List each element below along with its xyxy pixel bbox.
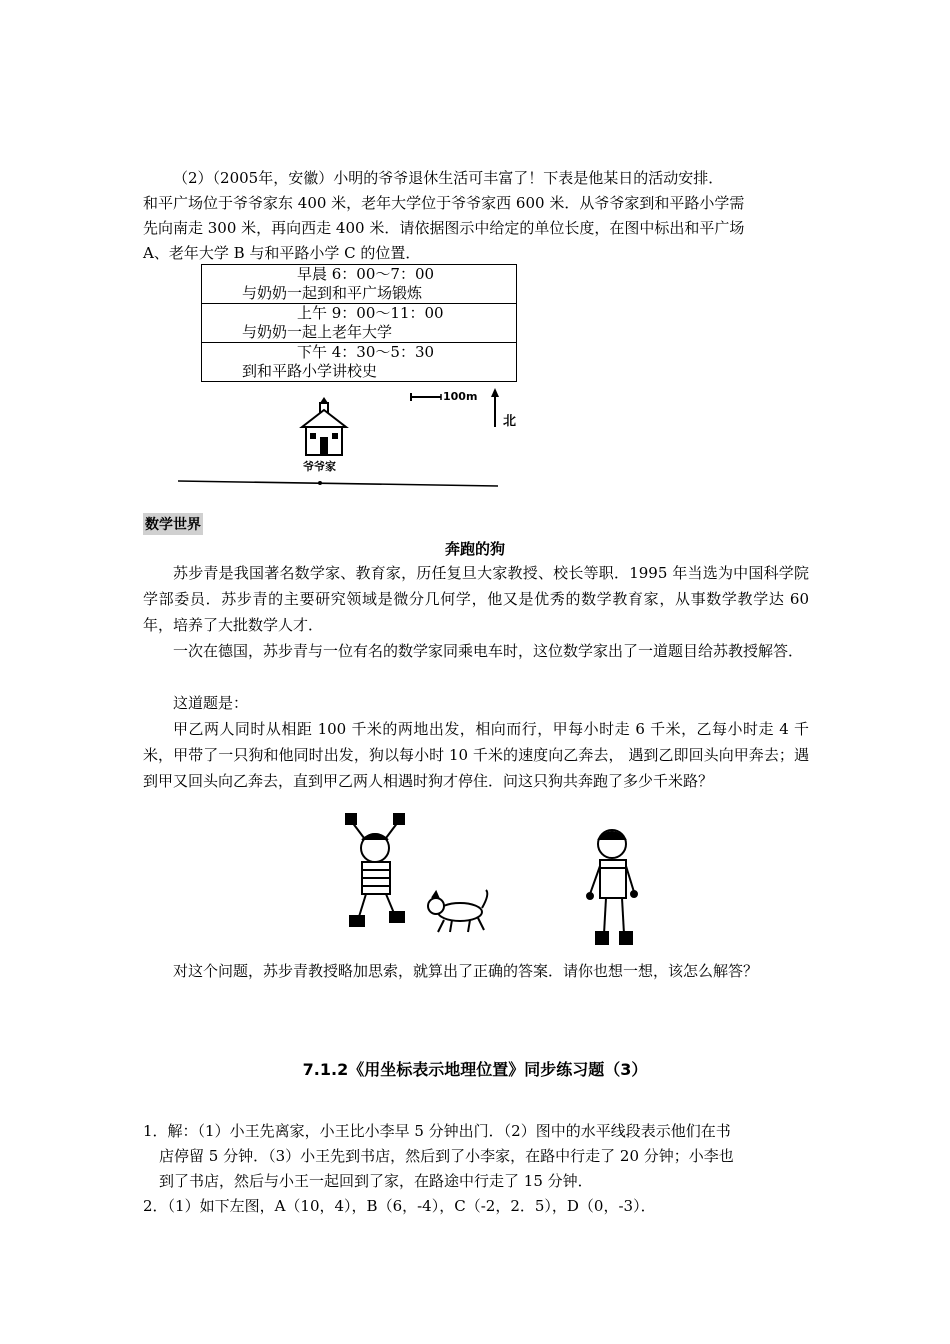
problem2-line3: 先向南走 300 米，再向西走 400 米．请依据图示中给定的单位长度，在图中标出和平广场: [143, 219, 745, 237]
story-paragraph-1: 苏步青是我国著名数学家、教育家，历任复旦大家教授、校长等职．1995 年当选为中国科学院学部委员．苏步青的主要研究领域是微分几何学，他又是优秀的数学教育家，从事数学教学达 60 年，培养了大批数学人才．: [143, 564, 809, 634]
schedule-activity: 与奶奶一起到和平广场锻炼: [242, 284, 423, 302]
dog-icon: [428, 890, 487, 932]
schedule-activity: 与奶奶一起上老年大学: [242, 323, 393, 341]
schedule-time: 上午 9：00～11：00: [297, 304, 444, 322]
answers-title-wrap: [0, 1057, 950, 1080]
story-paragraph-2: 一次在德国，苏步青与一位有名的数学家同乘电车时，这位数学家出了一道题目给苏教授解答．: [173, 642, 804, 660]
house-point: [318, 481, 322, 485]
story-title-wrap: [0, 538, 950, 559]
answers-title: 7.1.2《用坐标表示地理位置》同步练习题（3）: [302, 1060, 648, 1079]
schedule-row: [202, 343, 517, 382]
story-paragraph-3: 这道题是：: [173, 694, 249, 712]
story-paragraph-4: 甲乙两人同时从相距 100 千米的两地出发，相向而行，甲每小时走 6 千米，乙每小时走 4 千米，甲带了一只狗和他同时出发，狗以每小时 10 千米的速度向乙奔去， 遇到乙即回头向甲奔去；遇到甲又回头向乙奔去，直到甲乙两人相遇时狗才停住．问这只狗共奔跑了多少千米路？: [143, 720, 809, 790]
child-a-icon: [346, 814, 404, 926]
schedule-table: [201, 264, 517, 382]
problem2-line1: （2）（2005年，安徽）小明的爷爷退休生活可丰富了！下表是他某日的活动安排．: [173, 169, 724, 187]
story-illustration: [340, 810, 650, 955]
answer-1-line1: 1．解：（1）小王先离家，小王比小李早 5 分钟出门．（2）图中的水平线段表示他们在书: [143, 1122, 731, 1140]
north-arrow-icon: [491, 388, 499, 427]
scale-label: 100m: [443, 390, 478, 403]
house-label: 爷爷家: [303, 460, 336, 473]
scale-bar: [411, 393, 441, 401]
house-icon: [302, 397, 346, 455]
problem2-line4: A、老年大学 B 与和平路小学 C 的位置．: [143, 244, 421, 262]
answer-1-line2: 店停留 5 分钟．（3）小王先到书店，然后到了小李家，在路中行走了 20 分钟；小李也: [159, 1147, 734, 1165]
schedule-row: [202, 304, 517, 343]
problem2-line2: 和平广场位于爷爷家东 400 米，老年大学位于爷爷家西 600 米．从爷爷家到和平路小学需: [143, 194, 745, 212]
schedule-activity: 到和平路小学讲校史: [242, 362, 378, 380]
schedule-time: 早晨 6：00～7：00: [297, 265, 435, 283]
story-title: 奔跑的狗: [444, 540, 505, 558]
north-label: 北: [503, 414, 517, 429]
child-b-icon: [587, 830, 637, 944]
story-paragraph-5: 对这个问题，苏步青教授略加思索，就算出了正确的答案．请你也想一想，该怎么解答？: [173, 962, 759, 980]
ground-line: [178, 481, 498, 486]
schedule-row: [202, 265, 517, 304]
answer-1-line3: 到了书店，然后与小王一起回到了家，在路途中行走了 15 分钟．: [159, 1172, 593, 1190]
section-label: 数学世界: [143, 513, 203, 535]
schedule-time: 下午 4：30～5：30: [297, 343, 435, 361]
answer-2: 2．（1）如下左图，A（10，4），B（6，-4），C（-2，2．5），D（0，-3）．: [143, 1197, 656, 1215]
